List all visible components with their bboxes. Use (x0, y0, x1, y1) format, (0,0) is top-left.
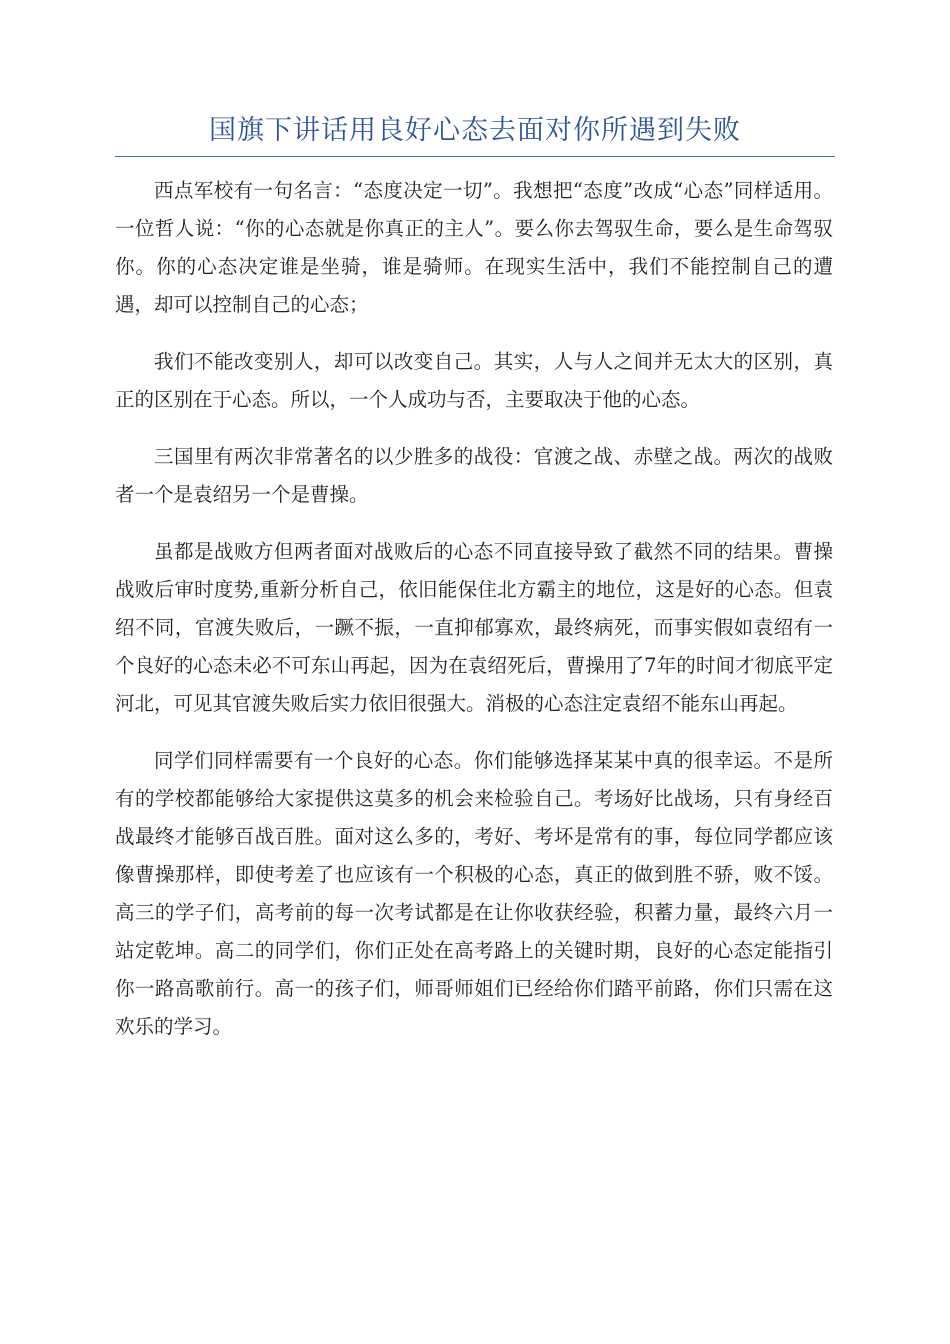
paragraph-1: 西点军校有一句名言：“态度决定一切”。我想把“态度”改成“心态”同样适用。一位哲人说：“你的心态就是你真正的主人”。要么你去驾驭生命，要么是生命驾驭你。你的心态决定谁是坐骑，谁是骑师。在现实生活中，我们不能控制自己的遭遇，却可以控制自己的心态； (115, 179, 833, 316)
paragraph-2: 我们不能改变别人，却可以改变自己。其实，人与人之间并无太大的区别，真正的区别在于心态。所以，一个人成功与否，主要取决于他的心态。 (115, 350, 833, 411)
title-block (115, 112, 835, 157)
document-title: 国旗下讲话用良好心态去面对你所遇到失败 (209, 115, 741, 146)
paragraph-3: 三国里有两次非常著名的以少胜多的战役：官渡之战、赤壁之战。两次的战败者一个是袁绍另一个是曹操。 (115, 445, 833, 506)
paragraph-5: 同学们同样需要有一个良好的心态。你们能够选择某某中真的很幸运。不是所有的学校都能够给大家提供这莫多的机会来检验自己。考场好比战场，只有身经百战最终才能够百战百胜。面对这么多的，考好、考坏是常有的事，每位同学都应该像曹操那样，即使考差了也应该有一个积极的心态，真正的做到胜不骄，败不馁。高三的学子们，高考前的每一次考试都是在让你收获经验，积蓄力量，最终六月一站定乾坤。高二的同学们，你们正处在高考路上的关键时期，良好的心态定能指引你一路高歌前行。高一的孩子们，师哥师姐们已经给你们踏平前路，你们只需在这欢乐的学习。 (115, 749, 833, 1038)
paragraph-4: 虽都是战败方但两者面对战败后的心态不同直接导致了截然不同的结果。曹操战败后审时度势,重新分析自己，依旧能保住北方霸主的地位，这是好的心态。但袁绍不同，官渡失败后，一蹶不振，一直抑郁寡欢，最终病死，而事实假如袁绍有一个良好的心态未必不可东山再起，因为在袁绍死后，曹操用了7年的时间才彻底平定河北，可见其官渡失败后实力依旧很强大。消极的心态注定袁绍不能东山再起。 (115, 540, 833, 715)
document-body (115, 172, 833, 1065)
